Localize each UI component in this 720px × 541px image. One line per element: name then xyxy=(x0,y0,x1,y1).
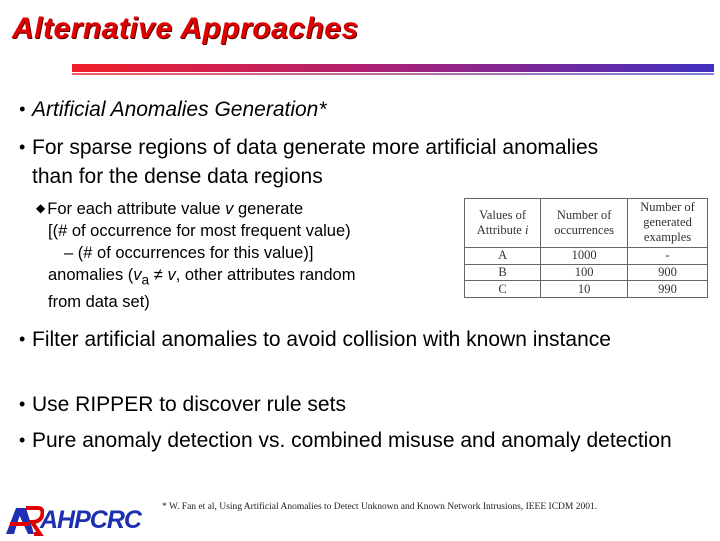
table-row xyxy=(465,264,708,281)
bullet-ripper xyxy=(19,390,346,419)
table-header: Number of occurrences xyxy=(541,199,628,248)
sub-subscript: a xyxy=(141,272,150,288)
logo-text: AHPCRC xyxy=(40,506,141,534)
sub-text: , other attributes random xyxy=(175,266,356,284)
table-cell: B xyxy=(465,264,541,281)
table-cell: C xyxy=(465,281,541,298)
bullet-text: Use RIPPER to discover rule sets xyxy=(32,393,346,416)
sub-var: v xyxy=(133,266,142,284)
table-cell: 900 xyxy=(628,264,708,281)
sub-line xyxy=(36,264,456,291)
ahpcrc-logo-mark-icon xyxy=(4,504,44,536)
table-cell: 100 xyxy=(541,264,628,281)
table-cell: 1000 xyxy=(541,247,628,264)
bullet-dot-icon: • xyxy=(19,394,26,414)
bullet-artificial-anomalies xyxy=(19,95,327,124)
occurrence-table xyxy=(464,198,708,298)
title-rule-underline xyxy=(72,73,714,75)
bullet-dot-icon: • xyxy=(19,329,26,349)
table-cell: 10 xyxy=(541,281,628,298)
table-cell: A xyxy=(465,247,541,264)
bullet-dot-icon: • xyxy=(19,99,26,119)
sub-text: For each attribute value xyxy=(47,200,226,218)
bullet-dot-icon: • xyxy=(19,430,26,450)
sub-text: ≠ xyxy=(149,266,168,284)
sub-var: v xyxy=(167,266,176,284)
slide-title: Alternative Approaches xyxy=(12,12,359,45)
bullet-filter-anomalies xyxy=(19,325,692,354)
diamond-bullet-icon: ◆ xyxy=(36,201,46,215)
footnote: * W. Fan et al, Using Artificial Anomalies to Detect Unknown and Known Network Intrusions, IEEE ICDM 2001. xyxy=(162,502,598,512)
ahpcrc-logo xyxy=(4,504,158,536)
table-header-row xyxy=(465,199,708,248)
bullet-pure-anomaly xyxy=(19,426,720,455)
bullet-text: For sparse regions of data generate more artificial anomalies than for the dense data regions xyxy=(32,136,599,188)
sub-text: generate xyxy=(233,200,304,218)
table-header: Number of generated examples xyxy=(628,199,708,248)
sub-bullet-generation-rule xyxy=(36,197,456,313)
title-rule xyxy=(72,64,714,73)
sub-line: from data set) xyxy=(48,293,150,312)
sub-line: – (# of occurrences for this value)] xyxy=(64,244,314,262)
sub-var: v xyxy=(225,200,234,218)
table-header: Values of Attribute i xyxy=(465,199,541,248)
table-cell: 990 xyxy=(628,281,708,298)
bullet-dot-icon: • xyxy=(19,137,26,157)
table-row xyxy=(465,281,708,298)
sub-text: anomalies ( xyxy=(48,266,134,284)
bullet-text: Filter artificial anomalies to avoid collision with known instance xyxy=(32,328,611,351)
sub-line: [(# of occurrence for most frequent value) xyxy=(48,222,351,240)
table-row xyxy=(465,247,708,264)
bullet-text: Artificial Anomalies Generation* xyxy=(32,98,327,121)
bullet-text: Pure anomaly detection vs. combined misuse and anomaly detection xyxy=(32,429,672,452)
table-cell: - xyxy=(628,247,708,264)
bullet-sparse-regions xyxy=(19,133,632,191)
